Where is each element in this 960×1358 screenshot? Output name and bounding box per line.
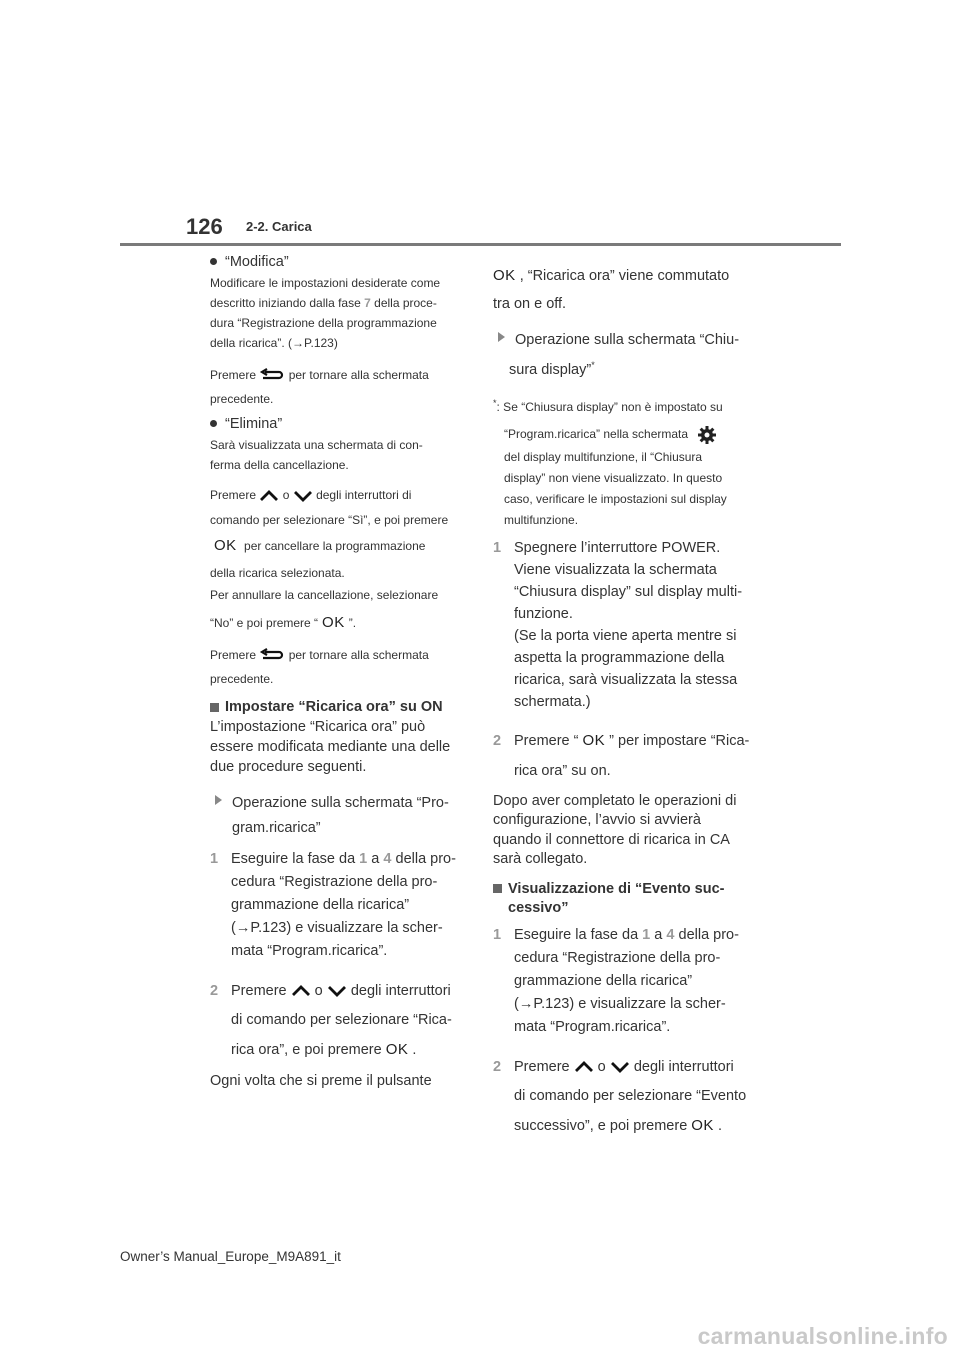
ok-icon: OK — [214, 537, 237, 554]
bullet-icon — [210, 258, 217, 265]
modifica-body: Modificare le impostazioni desiderate come descritto iniziando dalla fase 7 della proce- dura “Registrazione della programmazione della ricarica”. (→P.123) — [210, 276, 441, 350]
back-instruction-1-cont: precedente. — [210, 392, 274, 406]
right-column — [493, 254, 753, 1141]
section-heading-2: Visualizzazione di “Evento suc- cessivo” — [493, 880, 753, 918]
triangle-bullet-icon — [498, 332, 505, 342]
right-step-4: 2 Premere o degli interruttori di comando per selezionare “Evento successivo”, e poi premere OK . — [493, 1058, 747, 1134]
ogni-volta-text: Ogni volta che si preme il pulsante — [210, 1073, 432, 1089]
bullet-icon — [210, 420, 217, 427]
left-column — [210, 254, 472, 1089]
chevron-down-icon — [327, 985, 347, 997]
watermark: carmanualsonline.info — [697, 1323, 948, 1349]
step-1: 1 Eseguire la fase da 1 a 4 della pro- cedura “Registrazione della pro- grammazione della ricarica” (→P.123) e visualizzare la scher- mata “Program.ricarica”. — [210, 851, 456, 959]
elimina-title: “Elimina” — [210, 416, 472, 432]
back-arrow-icon — [259, 368, 285, 384]
chevron-up-icon — [259, 490, 279, 502]
chevron-down-icon — [610, 1061, 630, 1073]
elimina-instruction-2: comando per selezionare “Sì”, e poi premere — [210, 513, 449, 527]
ok-icon: OK — [493, 267, 516, 284]
modifica-title: “Modifica” — [210, 254, 472, 270]
ok-icon: OK — [322, 614, 345, 631]
page-number: 126 — [186, 214, 223, 239]
gear-icon — [697, 425, 717, 445]
section-title: 2-2. Carica — [246, 219, 312, 234]
ok-icon: OK — [691, 1116, 714, 1134]
op2-title: Operazione sulla schermata “Chiu- sura display”* — [493, 328, 753, 383]
elimina-instruction-5: Per annullare la cancellazione, selezionare — [210, 588, 439, 602]
dopo-text: Dopo aver completato le operazioni di configurazione, l’avvio si avvierà quando il connettore di ricarica in CA sarà collegato. — [493, 792, 737, 868]
elimina-instruction: Premere o degli interruttori di — [210, 488, 412, 502]
triangle-bullet-icon — [215, 795, 222, 805]
chevron-up-icon — [574, 1061, 594, 1073]
back-instruction-1: Premere per tornare alla schermata — [210, 368, 429, 382]
ok-icon: OK — [582, 731, 606, 749]
right-step-1: 1 Spegnere l’interruttore POWER. Viene visualizzata la schermata “Chiusura display” sul display multi- funzione. (Se la porta viene aperta mentre si aspetta la programmazione della ricarica, sarà visualizzata la stessa schermata.) — [493, 539, 743, 710]
cont-text: OK , “Ricarica ora” viene commutato tra on e off. — [493, 267, 730, 312]
back-instruction-2-cont: precedente. — [210, 672, 274, 686]
op1-title: Operazione sulla schermata “Pro- gram.ricarica” — [210, 791, 472, 841]
footnote: *: Se “Chiusura display” non è impostato su “Program.ricarica” nella schermata del display multifunzione, il “Chiusura display” non viene visualizzato. In questo caso, verificare le impostazioni sul display multifunzione. — [493, 397, 727, 527]
chevron-down-icon — [293, 490, 313, 502]
back-arrow-icon — [259, 648, 285, 664]
step-2: 2 Premere o degli interruttori di comando per selezionare “Rica- rica ora”, e poi premere OK . — [210, 983, 452, 1058]
elimina-instruction-4: della ricarica selezionata. — [210, 566, 345, 580]
section-heading: Impostare “Ricarica ora” su ON — [210, 699, 472, 715]
ok-icon: OK — [385, 1041, 409, 1058]
back-instruction-2: Premere per tornare alla schermata — [210, 648, 429, 662]
footer-text: Owner’s Manual_Europe_M9A891_it — [120, 1249, 341, 1264]
intro-text: L’impostazione “Ricarica ora” può essere modificata mediante una delle due procedure seguenti. — [210, 719, 451, 775]
elimina-instruction-6: “No” e poi premere “ OK ”. — [210, 614, 357, 631]
square-bullet-icon — [493, 884, 502, 893]
header-rule — [120, 243, 841, 246]
elimina-instruction-3: OK per cancellare la programmazione — [214, 537, 426, 554]
right-step-2: 2 Premere “ OK ” per impostare “Rica- rica ora” su on. — [493, 731, 750, 779]
chevron-up-icon — [291, 985, 311, 997]
right-step-3: 1 Eseguire la fase da 1 a 4 della pro- cedura “Registrazione della pro- grammazione della ricarica” (→P.123) e visualizzare la scher- mata “Program.ricarica”. — [493, 926, 739, 1035]
square-bullet-icon — [210, 703, 219, 712]
elimina-body: Sarà visualizzata una schermata di con- ferma della cancellazione. — [210, 438, 423, 472]
